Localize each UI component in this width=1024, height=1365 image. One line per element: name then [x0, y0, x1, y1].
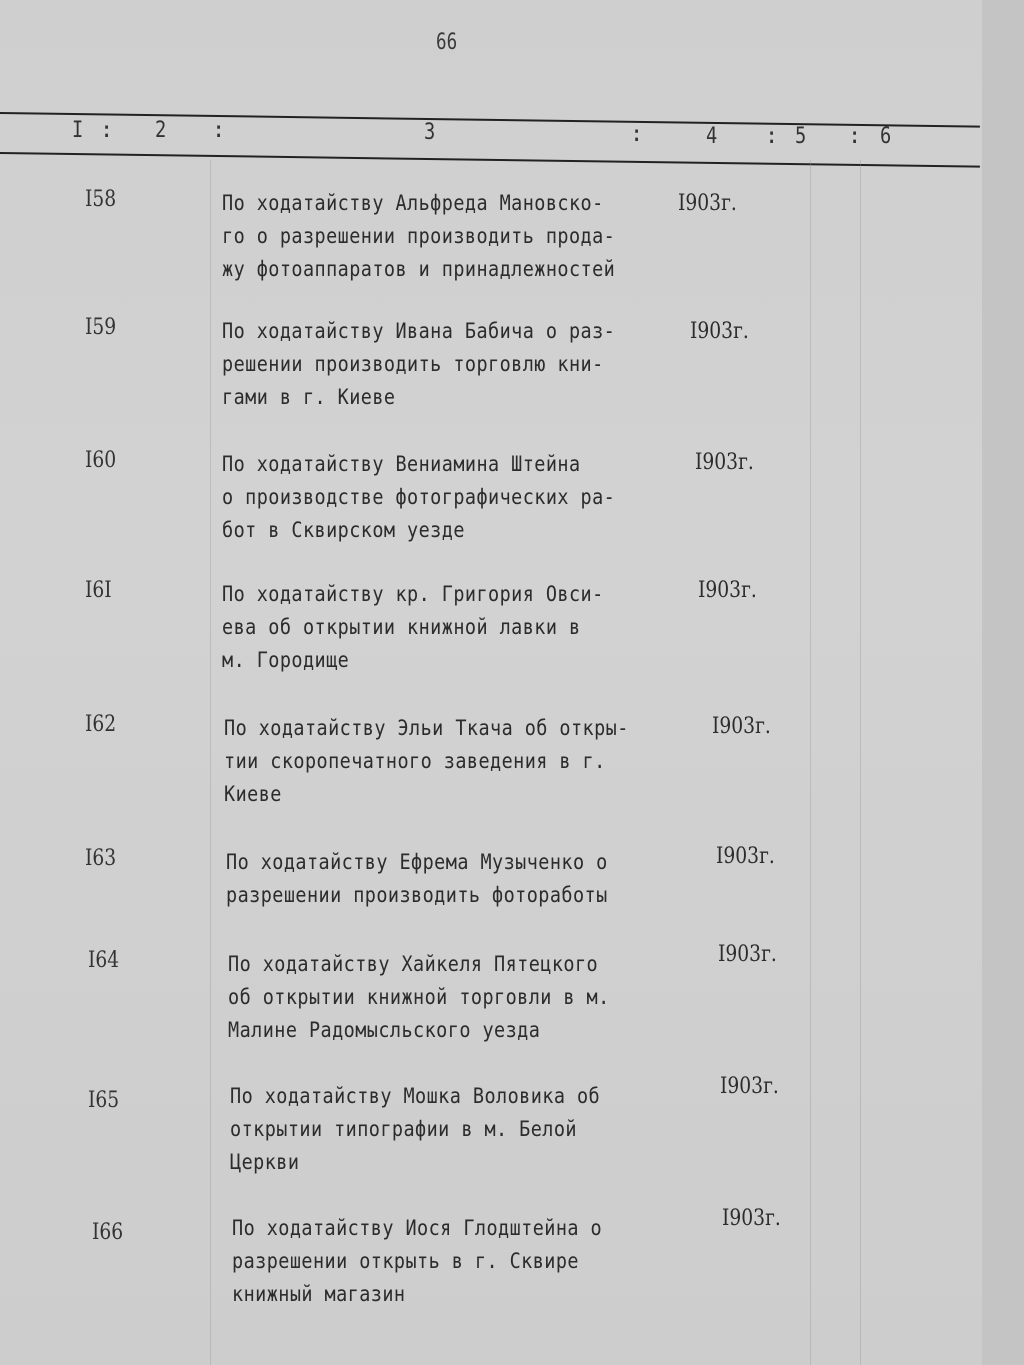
entry-number: I64: [88, 948, 120, 973]
page-number: 66: [436, 30, 458, 55]
entry-description: По ходатайству Ивана Бабича о раз- решении производить торговлю кни- гами в г. Киеве: [222, 319, 616, 409]
entry-date: I903г.: [716, 844, 775, 869]
header-rule-top: [0, 112, 980, 128]
entry-description: По ходатайству Иося Глодштейна о разрешении открыть в г. Сквире книжный магазин: [232, 1216, 603, 1306]
column-guide: [860, 160, 861, 1365]
column-guide: [210, 160, 211, 1365]
entry-number: I59: [85, 315, 117, 340]
column-separator: :: [100, 118, 114, 143]
entry-description: По ходатайству кр. Григория Овси- ева об открытии книжной лавки в м. Городище: [222, 582, 604, 672]
entry-number: I62: [85, 712, 117, 737]
entry-date: I903г.: [678, 191, 737, 216]
entry-date: I903г.: [698, 578, 757, 603]
column-header-3: 3: [424, 120, 436, 145]
entry-date: I903г.: [720, 1074, 779, 1099]
entry-date: I903г.: [718, 942, 777, 967]
entry-number: I63: [85, 846, 117, 871]
entry-date: I903г.: [712, 714, 771, 739]
entry-description: По ходатайству Эльи Ткача об откры- тии скоропечатного заведения в г. Киеве: [224, 716, 629, 806]
entry-description: По ходатайству Вениамина Штейна о производстве фотографических ра- бот в Сквирском уезде: [222, 452, 616, 542]
column-separator: :: [765, 124, 779, 149]
entry-number: I65: [88, 1088, 120, 1113]
entry-number: I58: [85, 187, 117, 212]
entry-number: I6I: [85, 578, 112, 603]
header-rule-bottom: [0, 152, 980, 168]
column-separator: :: [212, 118, 226, 143]
entry-description: По ходатайству Мошка Воловика об открытии типографии в м. Белой Церкви: [230, 1084, 601, 1174]
entry-date: I903г.: [690, 319, 749, 344]
column-header-2: 2: [155, 118, 167, 143]
column-header-6: 6: [880, 124, 892, 149]
column-header-4: 4: [706, 124, 718, 149]
column-guide: [810, 160, 811, 1365]
column-separator: :: [630, 122, 644, 147]
entry-description: По ходатайству Альфреда Мановско- го о разрешении производить прода- жу фотоаппаратов и принадлежностей: [222, 191, 616, 281]
page-edge: [982, 0, 1024, 1365]
entry-description: По ходатайству Хайкеля Пятецкого об открытии книжной торговли в м. Малине Радомысльского уезда: [228, 952, 610, 1042]
entry-number: I66: [92, 1220, 124, 1245]
entry-date: I903г.: [695, 450, 754, 475]
entry-number: I60: [85, 448, 117, 473]
entry-date: I903г.: [722, 1206, 781, 1231]
column-separator: :: [848, 124, 862, 149]
entry-description: По ходатайству Ефрема Музыченко о разрешении производить фоторaботы: [226, 850, 608, 907]
column-header-5: 5: [795, 124, 807, 149]
column-header-1: I: [72, 118, 84, 143]
